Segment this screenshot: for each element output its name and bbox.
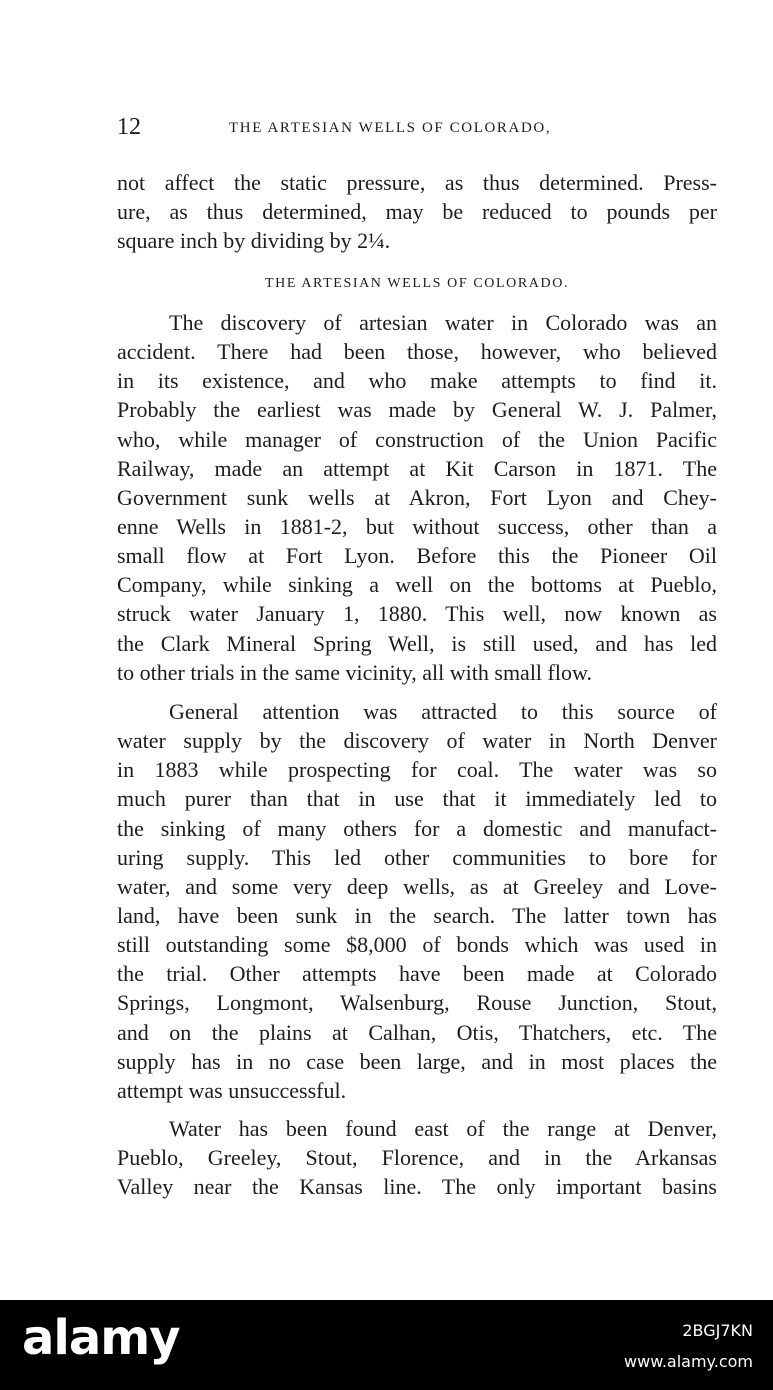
text-line: attempt was unsuccessful. bbox=[117, 1077, 347, 1103]
text-line: water supply by the discovery of water in North Denver bbox=[117, 728, 717, 754]
text-line: in 1883 while prospecting for coal. The water was so bbox=[117, 757, 717, 783]
text-line: supply has in no case been large, and in most places the bbox=[117, 1048, 717, 1074]
page-number: 12 bbox=[117, 114, 141, 140]
text-line: Probably the earliest was made by General W. J. Palmer, bbox=[117, 397, 717, 423]
text-line: uring supply. This led other communities to bore for bbox=[117, 844, 717, 870]
text-line: small flow at Fort Lyon. Before this the Pioneer Oil bbox=[117, 543, 717, 569]
text-line: The discovery of artesian water in Colorado was an bbox=[169, 310, 717, 335]
text-line: in its existence, and who make attempts to find it. bbox=[117, 368, 717, 394]
running-head: THE ARTESIAN WELLS OF COLORADO, bbox=[229, 120, 552, 136]
text-line: Valley near the Kansas line. The only important basins bbox=[117, 1174, 717, 1200]
alamy-logo: alamy bbox=[22, 1310, 180, 1366]
text-line: Water has been found east of the range at Denver, bbox=[169, 1116, 717, 1141]
text-line: Government sunk wells at Akron, Fort Lyon and Chey- bbox=[117, 484, 717, 510]
text-line: water, and some very deep wells, as at Greeley and Love- bbox=[117, 873, 717, 899]
section-heading: THE ARTESIAN WELLS OF COLORADO. bbox=[265, 276, 569, 291]
paragraph-general-attention bbox=[117, 697, 717, 1105]
text-line: ure, as thus determined, may be reduced to pounds per bbox=[117, 199, 717, 225]
text-line: enne Wells in 1881-2, but without success, other than a bbox=[117, 513, 717, 539]
page-header bbox=[117, 114, 717, 144]
site-url: www.alamy.com bbox=[624, 1352, 753, 1371]
text-line: Pueblo, Greeley, Stout, Florence, and in the Arkansas bbox=[117, 1145, 717, 1171]
text-line: land, have been sunk in the search. The latter town has bbox=[117, 902, 717, 928]
stock-watermark-bar bbox=[0, 1300, 773, 1390]
text-line: much purer than that in use that it immediately led to bbox=[117, 786, 717, 812]
intro-paragraph bbox=[117, 168, 717, 255]
text-line: Springs, Longmont, Walsenburg, Rouse Junction, Stout, bbox=[117, 990, 717, 1016]
text-line: the Clark Mineral Spring Well, is still used, and has led bbox=[117, 630, 717, 656]
text-line: and on the plains at Calhan, Otis, Thatchers, etc. The bbox=[117, 1019, 717, 1045]
text-line: the sinking of many others for a domestic and manufact- bbox=[117, 815, 717, 841]
text-line: to other trials in the same vicinity, all with small flow. bbox=[117, 659, 592, 685]
text-line: struck water January 1, 1880. This well, now known as bbox=[117, 601, 717, 627]
text-line: not affect the static pressure, as thus determined. Press- bbox=[117, 170, 717, 195]
text-line: who, while manager of construction of the Union Pacific bbox=[117, 426, 717, 452]
text-line: still outstanding some $8,000 of bonds which was used in bbox=[117, 932, 717, 958]
image-id: 2BGJ7KN bbox=[682, 1321, 753, 1340]
text-line: accident. There had been those, however, who believed bbox=[117, 339, 717, 365]
text-line: Company, while sinking a well on the bottoms at Pueblo, bbox=[117, 572, 717, 598]
text-line: the trial. Other attempts have been made at Colorado bbox=[117, 961, 717, 987]
text-line: square inch by dividing by 2¼. bbox=[117, 228, 391, 254]
paragraph-discovery bbox=[117, 308, 717, 687]
text-line: General attention was attracted to this source of bbox=[169, 699, 717, 724]
paragraph-water-found bbox=[117, 1114, 717, 1201]
text-line: Railway, made an attempt at Kit Carson in 1871. The bbox=[117, 455, 717, 481]
